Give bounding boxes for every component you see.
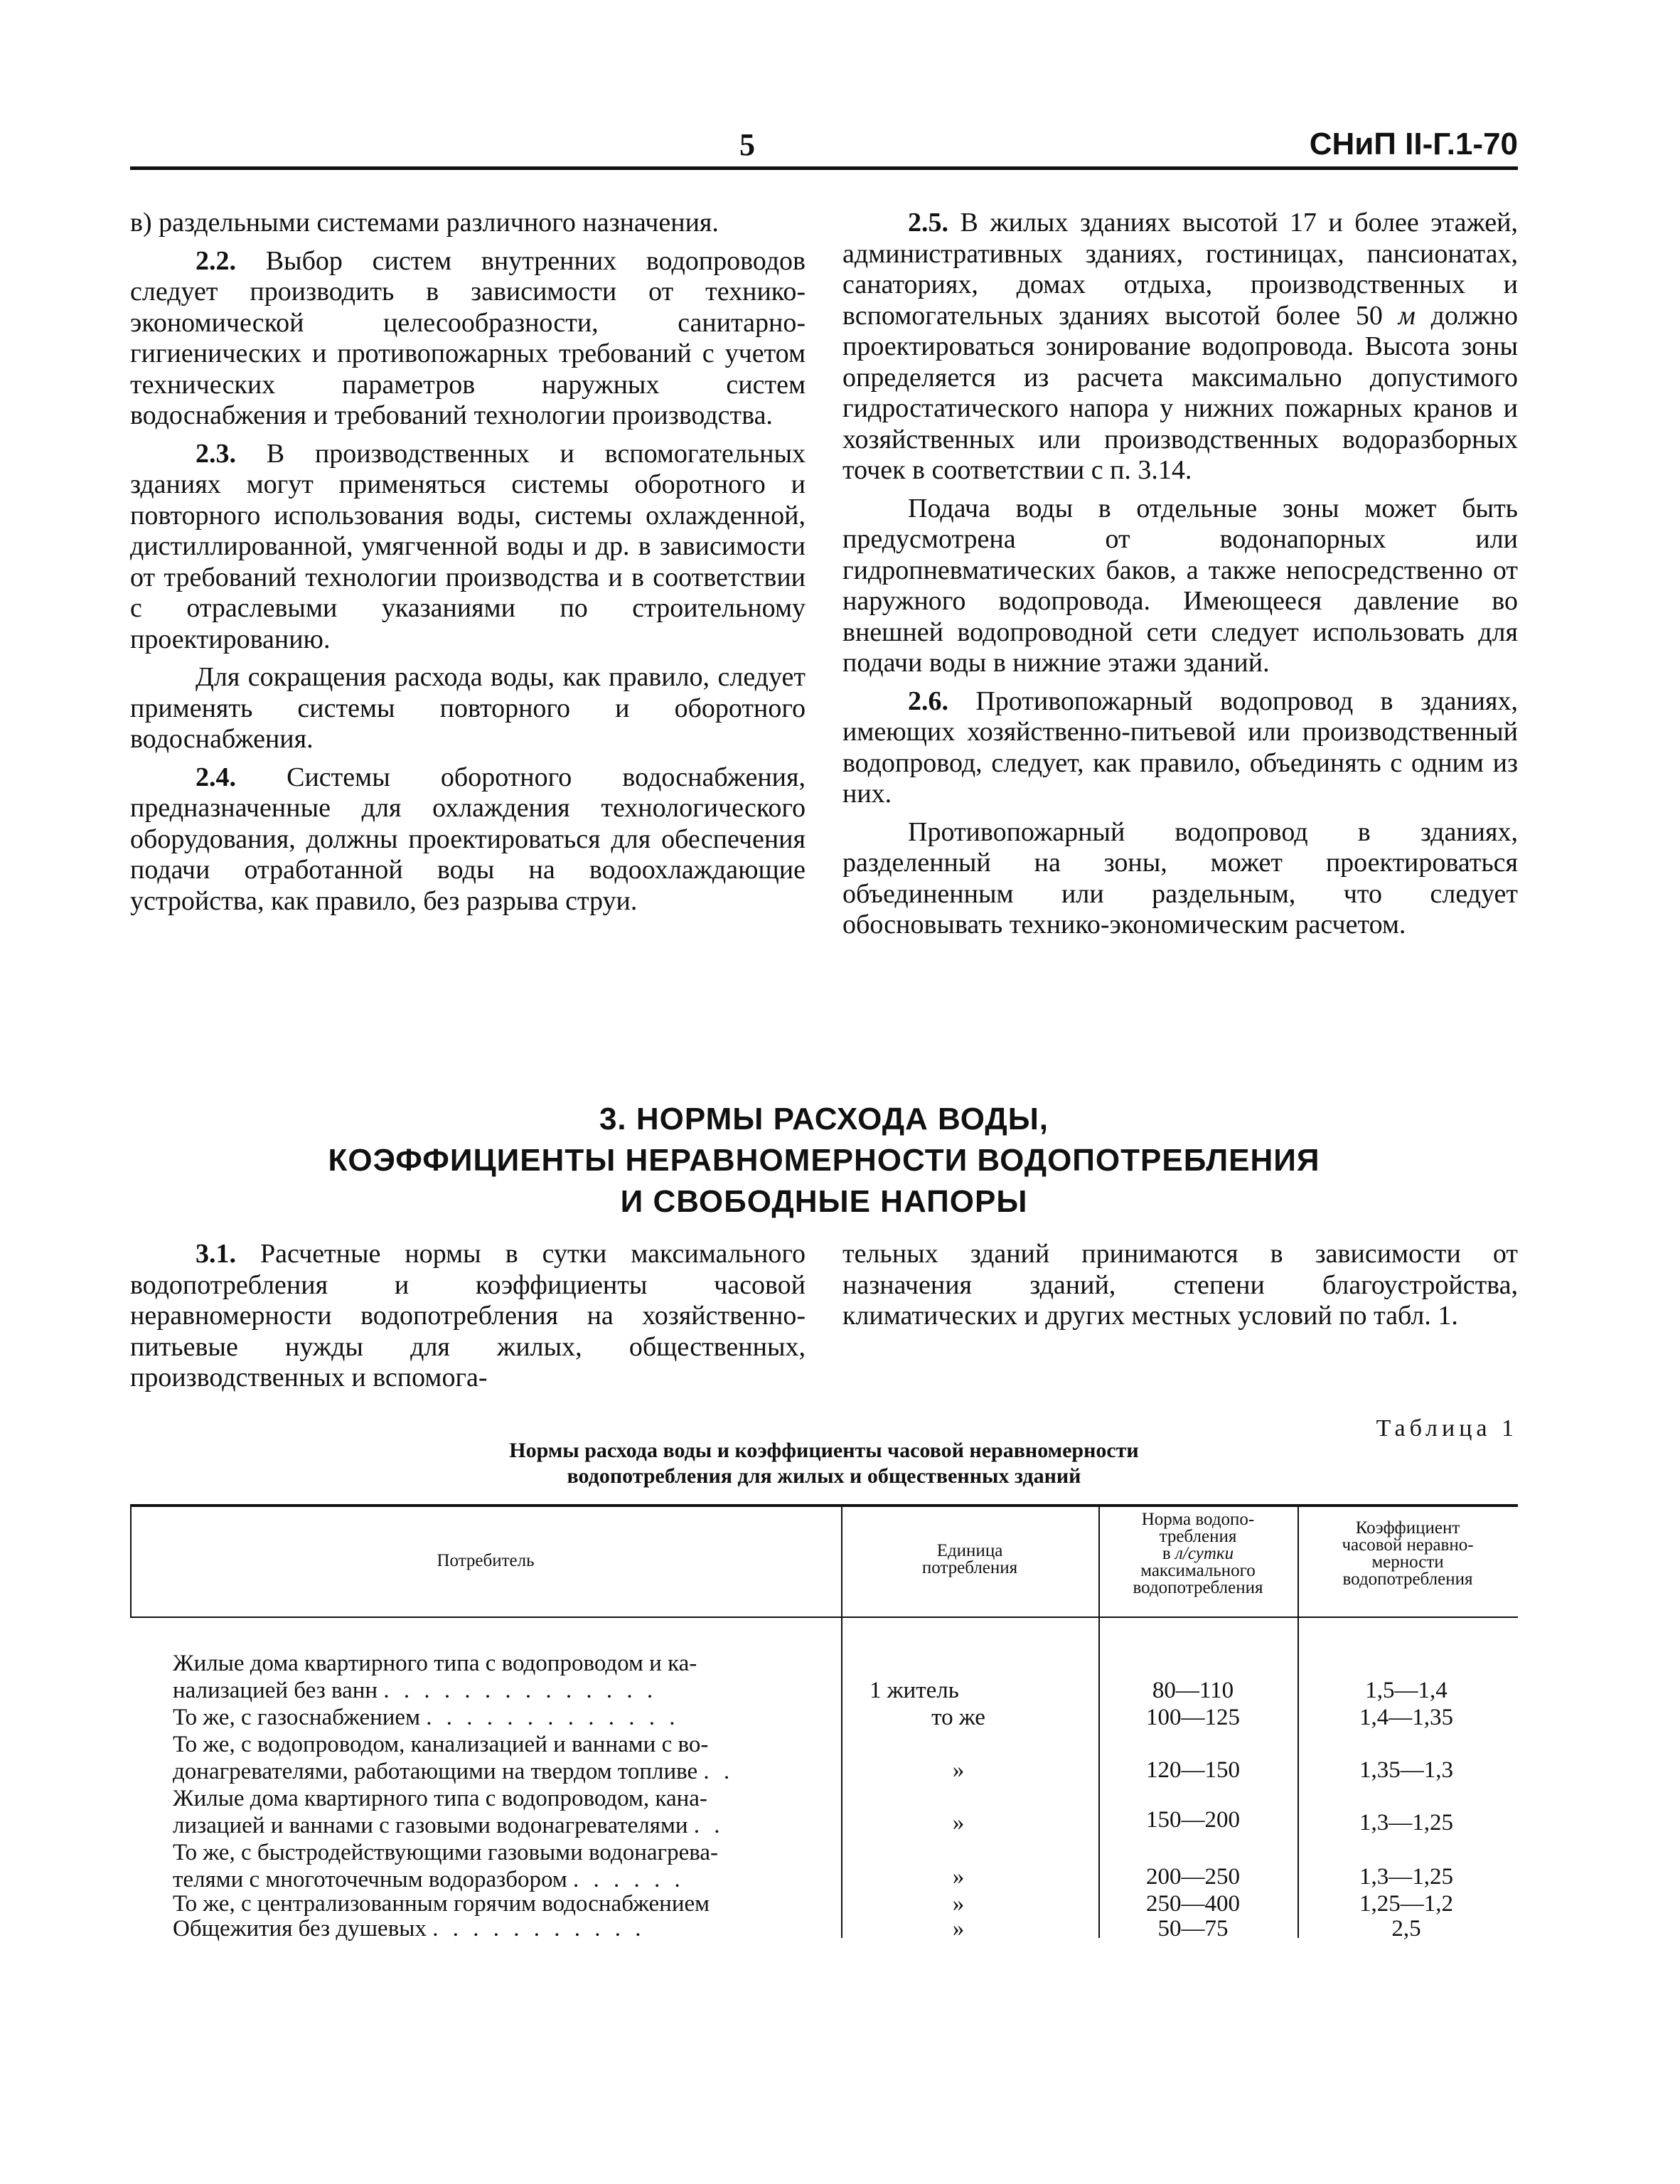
header-line: потребления <box>921 1558 1018 1577</box>
cell-consumer <box>173 1731 827 1785</box>
consumer-text: Общежития без душевых <box>173 1916 427 1941</box>
cell-coefficient: 1,3—1,25 <box>1359 1810 1453 1836</box>
header-line: Коэффициент <box>1355 1518 1460 1538</box>
cell-coefficient: 1,35—1,3 <box>1359 1757 1453 1783</box>
header-line: Норма водопо- <box>1141 1510 1255 1529</box>
paragraph-3-1-left <box>130 1239 806 1394</box>
cell-coefficient: 2,5 <box>1391 1916 1421 1941</box>
table-caption-line: Нормы расхода воды и коэффициенты часовой неравномерности <box>509 1439 1139 1462</box>
consumer-text: телями с многоточечным водоразбором <box>173 1867 567 1892</box>
page-number: 5 <box>739 127 755 162</box>
document-code: СНиП II-Г.1-70 <box>1309 127 1518 161</box>
leader-dots: . . . . . . <box>573 1867 685 1892</box>
table-top-rule <box>130 1504 1518 1507</box>
leader-dots: . . <box>693 1813 724 1838</box>
table-caption <box>130 1438 1518 1489</box>
paragraph-text: В жилых зданиях высотой 17 и более этажей, административных зданиях, гостиницах, пансионатах, санаториях, домах отдыха, производственных и вспомогательных зданиях высотой более 50 <box>842 208 1518 331</box>
leader-dots: . . <box>703 1759 734 1784</box>
consumer-text: донагревателями, работающими на твердом топливе <box>173 1759 698 1784</box>
consumer-line: Жилые дома квартирного типа с водопроводом, кана- <box>173 1786 707 1811</box>
paragraph-text: Подача воды в отдельные зоны может быть предусмотрена от водонапорных или гидропневматических баков, а также непосредственно от наружного водопровода. Имеющееся давление во внешней водопроводной сети следует использовать для подачи воды в нижние этажи зданий. <box>842 493 1518 678</box>
paragraph-number: 2.2. <box>196 245 236 276</box>
paragraph-3-1-continued <box>842 1239 1518 1332</box>
header-line: часовой неравно- <box>1342 1535 1474 1555</box>
consumer-text: То же, с централизованным горячим водоснабжением <box>173 1891 710 1917</box>
paragraph-text: Для сокращения расхода воды, как правило, следует применять системы повторного и оборотного водоснабжения. <box>130 662 806 754</box>
paragraph-2-4 <box>130 762 806 917</box>
paragraph-3-1 <box>130 1239 806 1394</box>
cell-norm: 200—250 <box>1146 1864 1240 1890</box>
consumer-line <box>173 1812 827 1839</box>
cell-norm: 120—150 <box>1146 1757 1240 1783</box>
paragraph-2-1-v <box>130 208 806 239</box>
cell-norm: 150—200 <box>1146 1807 1240 1833</box>
cell-consumer <box>173 1839 827 1893</box>
consumer-line <box>173 1677 827 1704</box>
cell-norm: 250—400 <box>1146 1891 1240 1917</box>
paragraph-number: 2.5. <box>908 208 948 238</box>
table-header-rule <box>130 1616 1518 1618</box>
cell-coefficient: 1,4—1,35 <box>1359 1705 1453 1730</box>
header-line: водопотребления <box>1133 1578 1263 1597</box>
paragraph-text: Противопожарный водопровод в зданиях, разделенный на зоны, может проектироваться объединенным или раздельным, что следует обосновывать технико-экономическим расчетом. <box>842 816 1518 939</box>
cell-unit: » <box>952 1864 965 1890</box>
header-unit-text: л/сутки <box>1175 1544 1234 1563</box>
header-line: мерности <box>1371 1552 1444 1572</box>
header-norm <box>1098 1511 1298 1597</box>
consumer-line <box>173 1890 827 1917</box>
paragraph-text: Выбор систем внутренних водопроводов следует производить в зависимости от технико-экономической целесообразности, санитарно-гигиенических и противопожарных требований с учетом технических параметров наружных систем водоснабжения и требований технологии производства. <box>130 245 806 430</box>
paragraph-number: 2.6. <box>908 686 948 716</box>
cell-unit: » <box>952 1916 965 1941</box>
paragraph-water-saving <box>130 662 806 755</box>
header-line: водопотребления <box>1342 1570 1473 1589</box>
cell-norm: 80—110 <box>1152 1678 1234 1703</box>
paragraph-text: В производственных и вспомогательных зданиях могут применяться системы оборотного и повторного использования воды, системы охлажденной, дистиллированной, умягченной воды и др. в зависимости от требований технологии производства и в соответствии с отраслевыми указаниями по строительному проектированию. <box>130 438 806 654</box>
section-title-line: КОЭФФИЦИЕНТЫ НЕРАВНОМЕРНОСТИ ВОДОПОТРЕБЛЕНИЯ <box>328 1143 1320 1178</box>
paragraph-number: 2.4. <box>196 762 236 792</box>
consumer-line <box>173 1915 827 1942</box>
table-label: Таблица 1 <box>1376 1415 1518 1442</box>
header-line: максимального <box>1140 1561 1256 1580</box>
cell-norm: 50—75 <box>1157 1916 1229 1941</box>
paragraph-text: тельных зданий принимаются в зависимости от назначения зданий, степени благоустройства, климатических и других местных условий по табл. 1. <box>842 1239 1518 1331</box>
consumer-line: То же, с быстродействующими газовыми водонагрева- <box>173 1840 718 1865</box>
header-consumer: Потребитель <box>437 1551 535 1570</box>
header-line <box>1098 1545 1298 1562</box>
cell-coefficient: 1,5—1,4 <box>1365 1678 1448 1703</box>
leader-dots: . . . . . . . . . . . . . <box>426 1705 680 1730</box>
paragraph-fire-water-zones <box>842 817 1518 941</box>
cell-consumer <box>173 1650 827 1704</box>
right-column <box>842 208 1518 948</box>
cell-norm: 100—125 <box>1146 1705 1240 1730</box>
paragraph-number: 2.3. <box>196 438 236 469</box>
table-caption-line: водопотребления для жилых и общественных зданий <box>567 1464 1081 1488</box>
cell-unit: » <box>952 1810 965 1836</box>
paragraph-2-6 <box>842 686 1518 810</box>
consumer-text: нализацией без ванн <box>173 1678 378 1703</box>
consumer-line <box>173 1704 827 1731</box>
cell-consumer <box>173 1785 827 1839</box>
cell-coefficient: 1,25—1,2 <box>1359 1891 1453 1917</box>
consumer-text: То же, с газоснабжением <box>173 1705 420 1730</box>
paragraph-text: в) раздельными системами различного назначения. <box>130 208 719 238</box>
header-coefficient <box>1298 1520 1518 1588</box>
paragraph-text: должно проектироваться зонирование водопровода. Высота зоны определяется из расчета максимально допустимого гидростатического напора у нижних пожарных кранов и хозяйственных или производственных водоразборных точек в соответствии с п. 3.14. <box>842 300 1518 485</box>
consumer-text: лизацией и ваннами с газовыми водонагревателями <box>173 1813 688 1838</box>
consumer-line <box>173 1866 827 1893</box>
cell-consumer <box>173 1704 827 1731</box>
cell-unit: » <box>952 1891 965 1917</box>
leader-dots: . . . . . . . . . . . . . . <box>383 1678 658 1703</box>
cell-unit: 1 житель <box>870 1678 959 1703</box>
cell-unit: то же <box>931 1705 985 1730</box>
leader-dots: . . . . . . . . . . . <box>432 1916 646 1941</box>
paragraph-text: Расчетные нормы в сутки максимального водопотребления и коэффициенты часовой неравномерности водопотребления на хозяйственно-питьевые нужды для жилых, общественных, производственных и вспомога- <box>130 1239 806 1392</box>
section-title-line: 3. НОРМЫ РАСХОДА ВОДЫ, <box>599 1102 1049 1136</box>
cell-unit: » <box>952 1757 965 1783</box>
paragraph-2-3 <box>130 439 806 656</box>
unit-meter: м <box>1398 300 1416 331</box>
paragraph-text: Противопожарный водопровод в зданиях, имеющих хозяйственно-питьевой или производственный водопровод, следует, как правило, объединять с одним из них. <box>842 686 1518 809</box>
header-line: Единица <box>936 1541 1003 1560</box>
paragraph-number: 3.1. <box>196 1239 236 1269</box>
left-column <box>130 208 806 924</box>
paragraph-text: Системы оборотного водоснабжения, предназначенные для охлаждения технологического оборудования, должны проектироваться для обеспечения подачи отработанной воды на водоохлаждающие устройства, как правило, без разрыва струи. <box>130 762 806 916</box>
cell-coefficient: 1,3—1,25 <box>1359 1864 1453 1890</box>
section-title-line: И СВОБОДНЫЕ НАПОРЫ <box>620 1184 1028 1219</box>
paragraph-2-2 <box>130 246 806 432</box>
header-line: требления <box>1159 1527 1237 1546</box>
section-title <box>130 1099 1518 1222</box>
paragraph-water-supply-zones <box>842 494 1518 679</box>
consumer-line: Жилые дома квартирного типа с водопроводом и ка- <box>173 1651 697 1676</box>
paragraph-2-5 <box>842 208 1518 486</box>
consumer-line: То же, с водопроводом, канализацией и ваннами с во- <box>173 1732 709 1757</box>
consumer-line <box>173 1758 827 1785</box>
paragraph-3-1-right <box>842 1239 1518 1332</box>
cell-consumer <box>173 1890 827 1917</box>
header-rule <box>130 166 1518 170</box>
header-unit <box>841 1543 1098 1577</box>
header-text: в <box>1162 1544 1175 1563</box>
cell-consumer <box>173 1915 827 1942</box>
